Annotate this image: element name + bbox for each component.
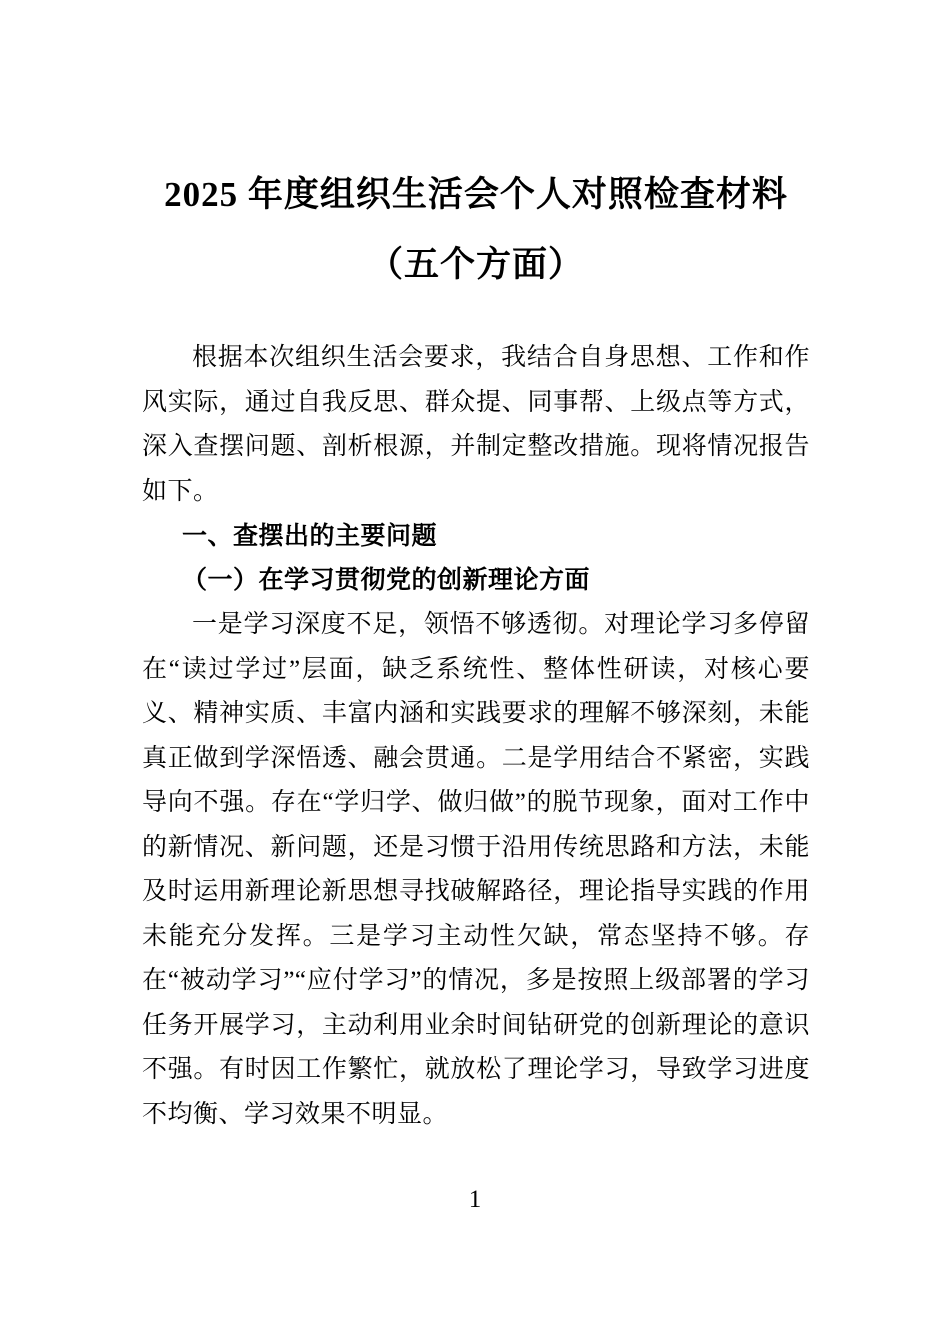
intro-paragraph: 根据本次组织生活会要求，我结合自身思想、工作和作风实际，通过自我反思、群众提、同事帮、上级点等方式，深入查摆问题、剖析根源，并制定整改措施。现将情况报告如下。 (142, 344, 810, 505)
subsection-heading-1: （一）在学习贯彻党的创新理论方面 (182, 566, 591, 594)
document-title (142, 160, 810, 300)
subsection-body-paragraph: 一是学习深度不足，领悟不够透彻。对理论学习多停留在“读过学过”层面，缺乏系统性、整体性研读，对核心要义、精神实质、丰富内涵和实践要求的理解不够深刻，未能真正做到学深悟透、融会贯通。二是学用结合不紧密，实践导向不强。存在“学归学、做归做”的脱节现象，面对工作中的新情况、新问题，还是习惯于沿用传统思路和方法，未能及时运用新理论新思想寻找破解路径，理论指导实践的作用未能充分发挥。三是学习主动性欠缺，常态坚持不够。存在“被动学习”“应付学习”的情况，多是按照上级部署的学习任务开展学习，主动利用业余时间钻研党的创新理论的意识不强。有时因工作繁忙，就放松了理论学习，导致学习进度不均衡、学习效果不明显。 (142, 611, 810, 1128)
document-title-line1: 2025 年度组织生活会个人对照检查材料 (164, 175, 788, 214)
document-content (142, 0, 810, 1137)
section-heading-1: 一、查摆出的主要问题 (182, 522, 438, 550)
page-number: 1 (468, 1186, 482, 1213)
document-title-line2: （五个方面） (367, 245, 584, 284)
